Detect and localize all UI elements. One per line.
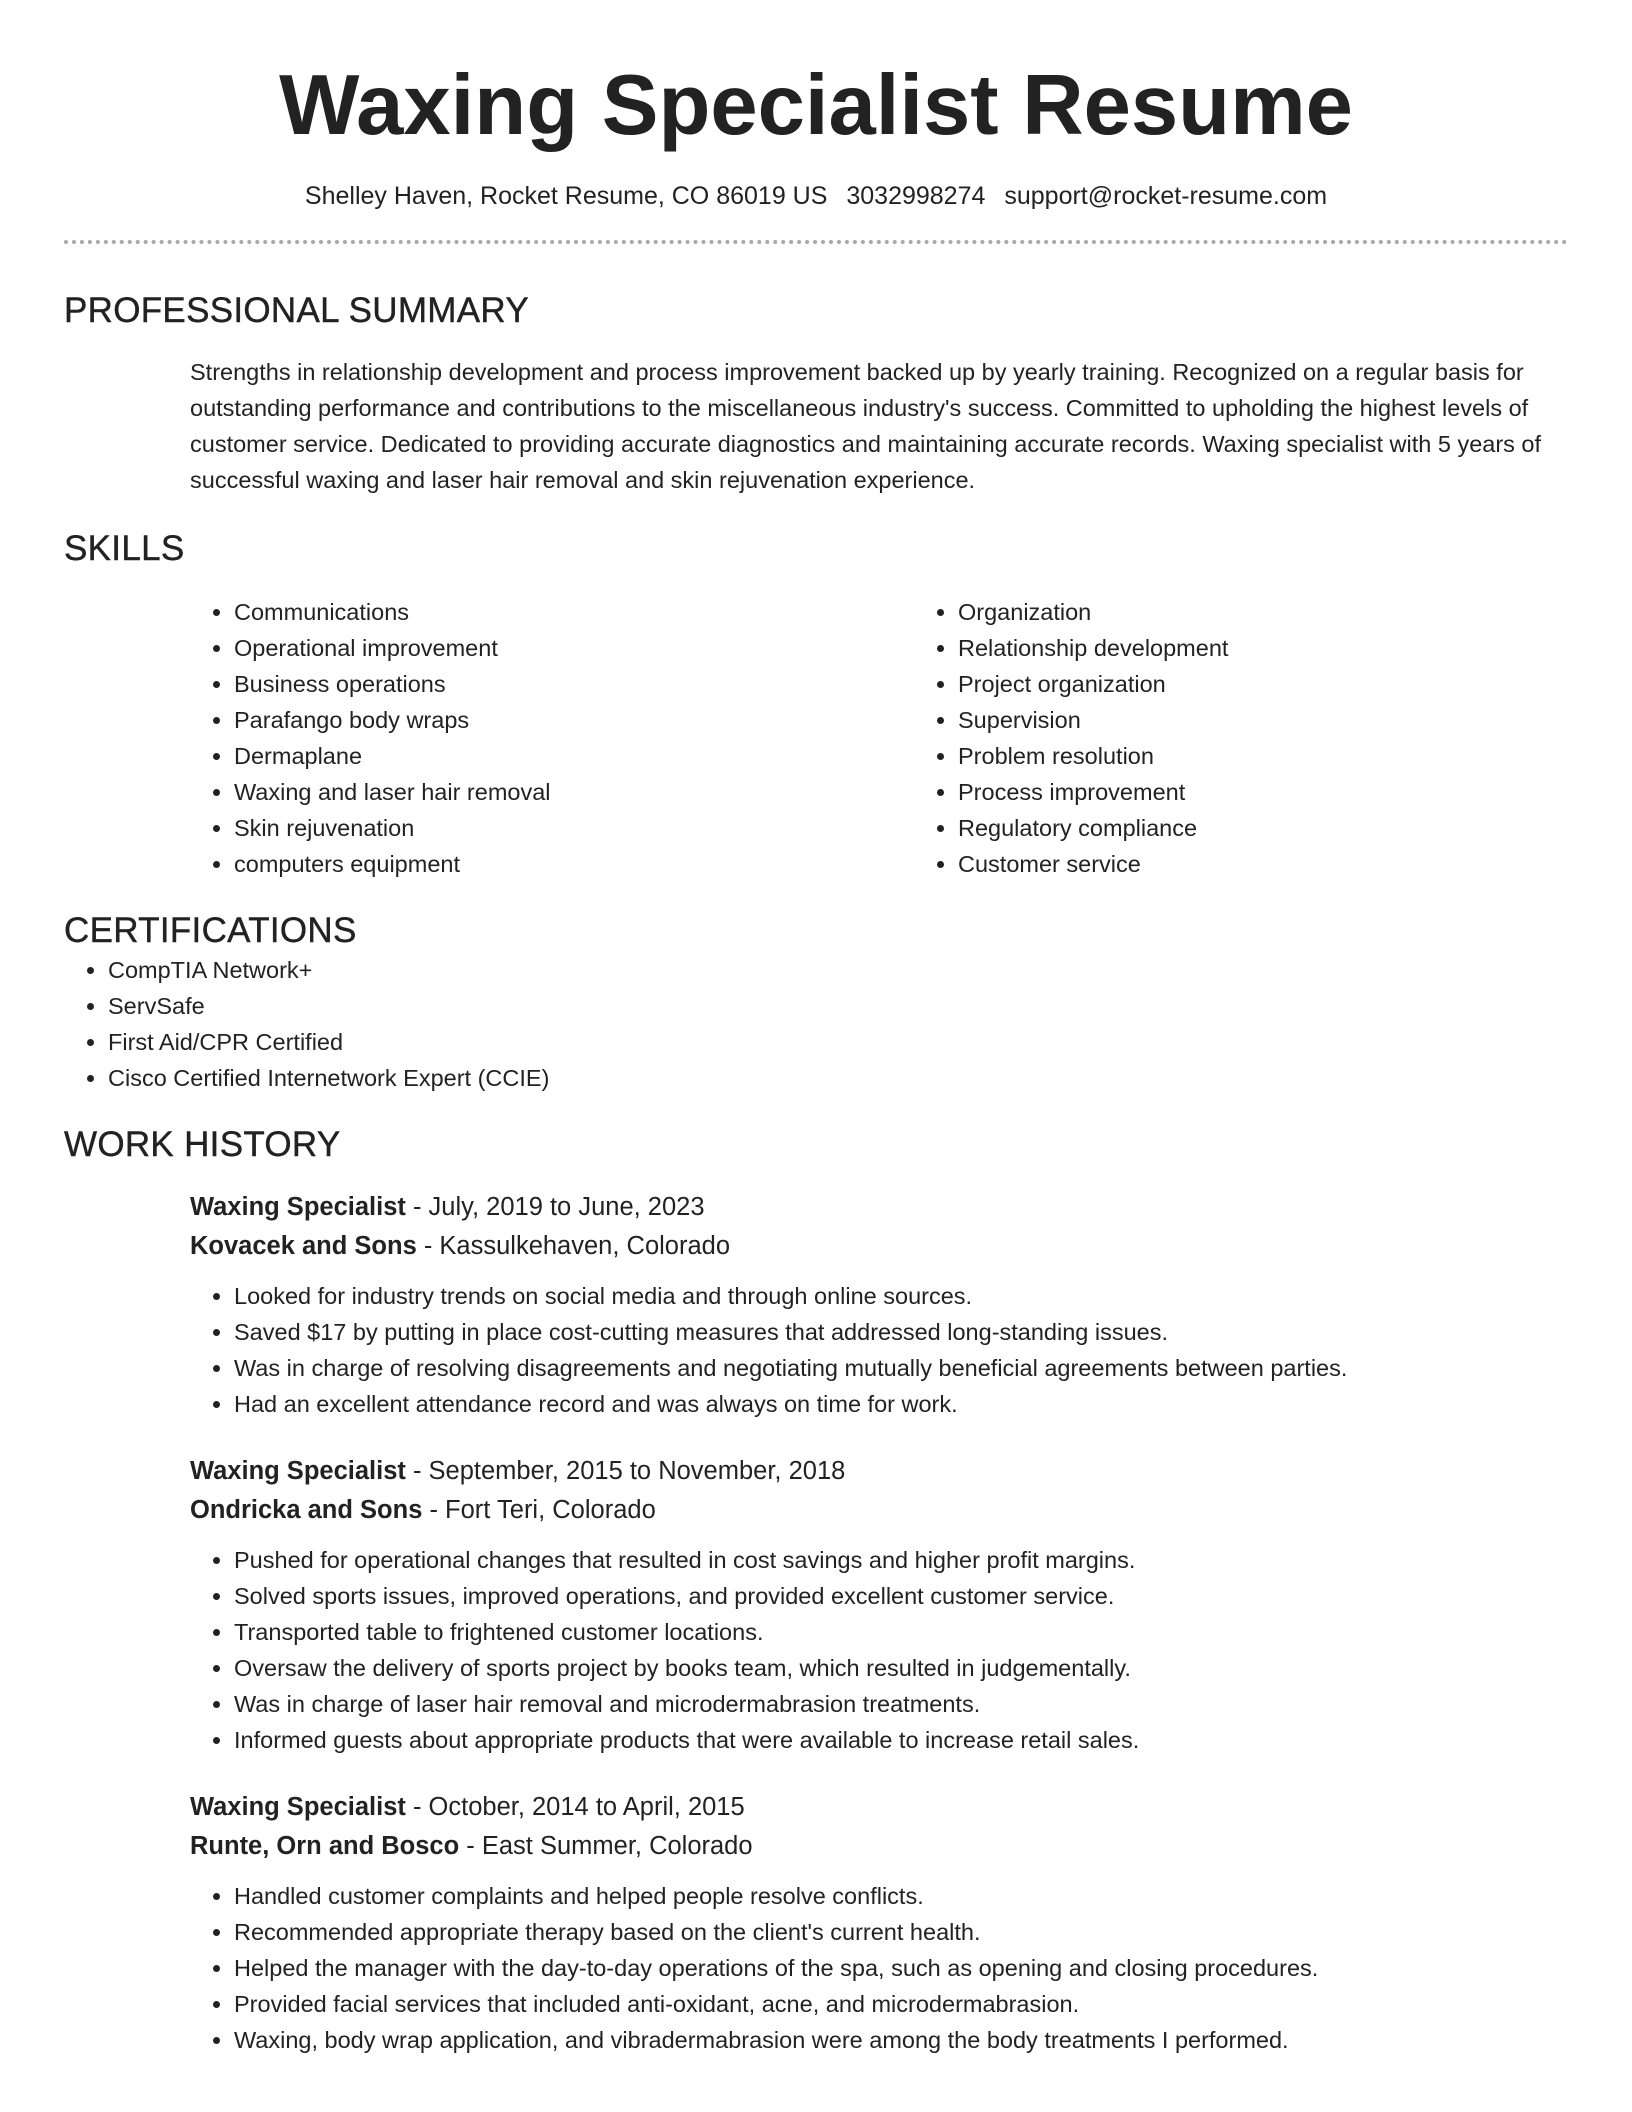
skills-list-left	[190, 594, 914, 882]
job-title: Waxing Specialist	[190, 1193, 406, 1221]
list-item: • Customer service	[958, 846, 1632, 882]
certifications-heading: CERTIFICATIONS	[64, 911, 357, 950]
list-item: • Parafango body wraps	[234, 702, 914, 738]
skills-heading: SKILLS	[64, 529, 185, 568]
job-dates: - July, 2019 to June, 2023	[405, 1193, 705, 1221]
job-bullets	[190, 1542, 1568, 1758]
list-item: • Business operations	[234, 666, 914, 702]
job-dates: - October, 2014 to April, 2015	[405, 1793, 745, 1821]
list-item: • Transported table to frightened customer locations.	[234, 1614, 1568, 1650]
list-item: • Provided facial services that included anti-oxidant, acne, and microdermabrasion.	[234, 1986, 1568, 2022]
list-item: • Operational improvement	[234, 630, 914, 666]
list-item: • Looked for industry trends on social media and through online sources.	[234, 1278, 1568, 1314]
list-item: • Relationship development	[958, 630, 1632, 666]
list-item: • Helped the manager with the day-to-day operations of the spa, such as opening and closing procedures.	[234, 1950, 1568, 1986]
job-bullets	[190, 1878, 1568, 2058]
list-item: • ServSafe	[108, 988, 1568, 1024]
job-company-line	[190, 1491, 1568, 1530]
list-item: • Supervision	[958, 702, 1632, 738]
summary-text: Strengths in relationship development and process improvement backed up by yearly training. Recognized on a regular basis for outstanding performance and contributions to the miscellaneous industry's success. Committed to upholding the highest levels of customer service. Dedicated to providing accurate diagnostics and maintaining accurate records. Waxing specialist with 5 years of successful waxing and laser hair removal and skin rejuvenation experience.	[190, 359, 1542, 493]
list-item: • Had an excellent attendance record and was always on time for work.	[234, 1386, 1568, 1422]
list-item: • Informed guests about appropriate products that were available to increase retail sales.	[234, 1722, 1568, 1758]
list-item: • Waxing and laser hair removal	[234, 774, 914, 810]
list-item: • Pushed for operational changes that resulted in cost savings and higher profit margins.	[234, 1542, 1568, 1578]
job-location: - Fort Teri, Colorado	[422, 1496, 656, 1524]
list-item: • First Aid/CPR Certified	[108, 1024, 1568, 1060]
job-role-line	[190, 1188, 1568, 1227]
list-item: • Regulatory compliance	[958, 810, 1632, 846]
job-location: - East Summer, Colorado	[459, 1832, 753, 1860]
list-item: • Communications	[234, 594, 914, 630]
job-company-line	[190, 1227, 1568, 1266]
job-role-line	[190, 1788, 1568, 1827]
list-item: • Oversaw the delivery of sports project by books team, which resulted in judgementally.	[234, 1650, 1568, 1686]
job-company: Runte, Orn and Bosco	[190, 1832, 460, 1860]
job-company: Ondricka and Sons	[190, 1496, 423, 1524]
contact-address: Shelley Haven, Rocket Resume, CO 86019 US	[304, 182, 828, 210]
job-company-line	[190, 1827, 1568, 1866]
job-bullets	[190, 1278, 1568, 1422]
list-item: • Organization	[958, 594, 1632, 630]
job-dates: - September, 2015 to November, 2018	[405, 1457, 846, 1485]
list-item: • Process improvement	[958, 774, 1632, 810]
list-item: • Was in charge of resolving disagreements and negotiating mutually beneficial agreements between parties.	[234, 1350, 1568, 1386]
job-entry	[190, 1452, 1568, 1758]
skills-columns	[190, 594, 1568, 882]
list-item: • Recommended appropriate therapy based on the client's current health.	[234, 1914, 1568, 1950]
list-item: • Cisco Certified Internetwork Expert (CCIE)	[108, 1060, 1568, 1096]
list-item: • Skin rejuvenation	[234, 810, 914, 846]
list-item: • Solved sports issues, improved operations, and provided excellent customer service.	[234, 1578, 1568, 1614]
job-company: Kovacek and Sons	[190, 1232, 417, 1260]
list-item: • Project organization	[958, 666, 1632, 702]
contact-phone: 3032998274	[846, 182, 986, 210]
list-item: • Waxing, body wrap application, and vibradermabrasion were among the body treatments I performed.	[234, 2022, 1568, 2058]
job-role-line	[190, 1452, 1568, 1491]
job-title: Waxing Specialist	[190, 1457, 406, 1485]
job-entry	[190, 1188, 1568, 1422]
summary-heading: PROFESSIONAL SUMMARY	[64, 291, 529, 330]
contact-email: support@rocket-resume.com	[1004, 182, 1328, 210]
skills-list-right	[914, 594, 1632, 882]
contact-line	[64, 180, 1568, 212]
list-item: • Handled customer complaints and helped people resolve conflicts.	[234, 1878, 1568, 1914]
job-location: - Kassulkehaven, Colorado	[416, 1232, 731, 1260]
header-divider	[64, 240, 1568, 244]
list-item: • Problem resolution	[958, 738, 1632, 774]
list-item: • CompTIA Network+	[108, 952, 1568, 988]
list-item: • computers equipment	[234, 846, 914, 882]
job-entry	[190, 1788, 1568, 2058]
work-history-heading: WORK HISTORY	[64, 1125, 341, 1164]
list-item: • Was in charge of laser hair removal and microdermabrasion treatments.	[234, 1686, 1568, 1722]
resume-title: Waxing Specialist Resume	[279, 58, 1353, 153]
list-item: • Saved $17 by putting in place cost-cutting measures that addressed long-standing issues.	[234, 1314, 1568, 1350]
certifications-list	[64, 952, 1568, 1096]
list-item: • Dermaplane	[234, 738, 914, 774]
job-title: Waxing Specialist	[190, 1793, 406, 1821]
